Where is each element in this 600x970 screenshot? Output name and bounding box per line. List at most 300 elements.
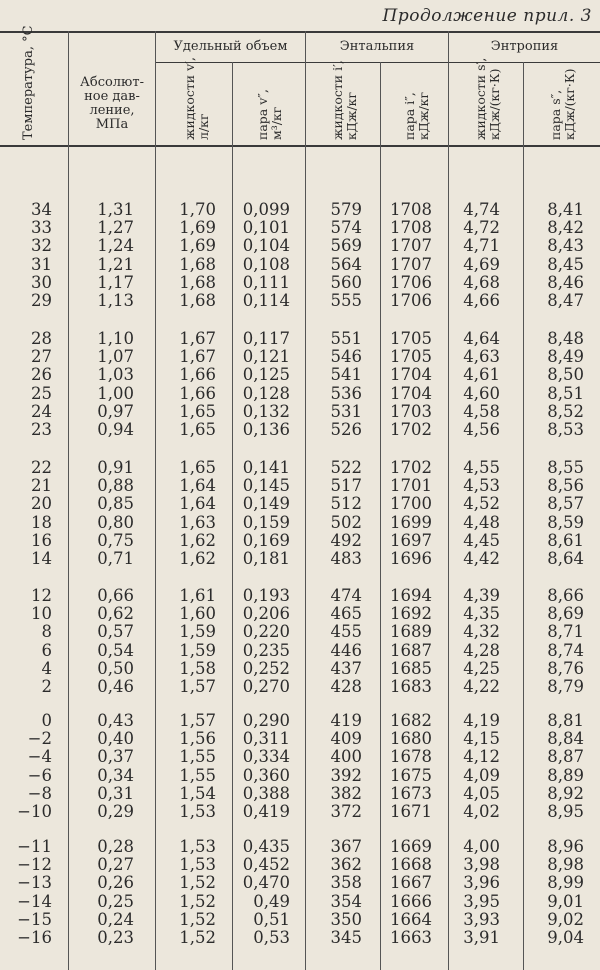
pressure-cell: 0,27 (97, 855, 134, 875)
temperature-cell: −16 (17, 928, 52, 947)
v-liquid-cell: 1,58 (179, 658, 216, 678)
v-vapor-cell: 0,311 (242, 729, 290, 749)
i-vapor-cell: 1697 (390, 530, 432, 550)
v-vapor-cell: 0,235 (242, 640, 290, 660)
i-vapor-cell: 1702 (390, 458, 432, 477)
entropy-group-rule (448, 62, 600, 63)
i-vapor-cell: 1663 (390, 928, 432, 947)
table-row (0, 237, 600, 255)
v-vapor-cell: 0,169 (242, 530, 290, 550)
v-liquid-cell: 1,69 (179, 236, 216, 256)
s-liquid-cell: 4,19 (463, 711, 500, 730)
s-vapor-cell: 8,96 (547, 837, 584, 856)
enthalpy-header: Энтальпия (339, 39, 415, 54)
s-vapor-cell: 8,61 (547, 530, 584, 550)
temperature-cell: 10 (31, 604, 52, 624)
i-vapor-cell: 1696 (390, 549, 432, 568)
pressure-cell: 0,34 (97, 765, 134, 785)
table-row (0, 274, 600, 292)
pressure-cell: 0,94 (97, 420, 134, 439)
v-liquid-cell: 1,64 (179, 494, 216, 514)
i-vapor-cell: 1683 (390, 677, 432, 696)
v-liquid-cell: 1,65 (179, 401, 216, 421)
temperature-cell: 24 (31, 401, 52, 421)
i-liquid-cell: 367 (330, 837, 362, 856)
table-row (0, 767, 600, 785)
i-vapor-cell: 1687 (390, 640, 432, 660)
v-liquid-cell: 1,68 (179, 291, 216, 310)
s-vapor-cell: 9,01 (547, 891, 584, 911)
v-vapor-cell: 0,181 (242, 549, 290, 568)
v-vapor-cell: 0,128 (242, 383, 290, 403)
v-vapor-cell: 0,53 (253, 928, 290, 947)
s-vapor-cell: 8,49 (547, 347, 584, 367)
s-liquid-cell: 4,69 (463, 254, 500, 274)
pressure-cell: 0,80 (97, 512, 134, 532)
s-liquid-cell: 4,15 (463, 729, 500, 749)
s-liquid-header (474, 58, 502, 140)
temperature-cell: 32 (31, 236, 52, 256)
temperature-cell: 26 (31, 365, 52, 385)
s-liquid-cell: 4,09 (463, 765, 500, 785)
pressure-cell: 0,88 (97, 476, 134, 496)
s-liquid-cell: 3,95 (463, 891, 500, 911)
pressure-cell: 1,27 (97, 218, 134, 238)
i-liquid-cell: 446 (330, 640, 362, 660)
v-vapor-cell: 0,360 (242, 765, 290, 785)
i-liquid-cell: 400 (330, 747, 362, 767)
i-vapor-cell: 1680 (390, 729, 432, 749)
s-liquid-cell: 4,56 (463, 420, 500, 439)
i-liquid-cell: 409 (330, 729, 362, 749)
s-vapor-cell: 8,53 (547, 420, 584, 439)
s-vapor-cell: 8,99 (547, 873, 584, 893)
pressure-cell: 1,31 (97, 200, 134, 219)
s-vapor-cell: 8,51 (547, 383, 584, 403)
pressure-cell: 0,31 (97, 783, 134, 803)
v-liquid-cell: 1,52 (179, 909, 216, 929)
pressure-header-line: ное дав- (84, 89, 140, 104)
v-liquid-cell: 1,63 (179, 512, 216, 532)
s-vapor-cell: 8,98 (547, 855, 584, 875)
s-vapor-cell: 8,64 (547, 549, 584, 568)
v-liquid-cell: 1,53 (179, 837, 216, 856)
pressure-cell: 1,21 (97, 254, 134, 274)
i-liquid-cell: 350 (330, 909, 362, 929)
s-vapor-cell: 8,52 (547, 401, 584, 421)
v-vapor-cell: 0,108 (242, 254, 290, 274)
temperature-cell: 23 (31, 420, 52, 439)
s-vapor-cell: 8,50 (547, 365, 584, 385)
s-liquid-cell: 4,39 (463, 586, 500, 605)
i-liquid-cell: 546 (330, 347, 362, 367)
i-liquid-cell: 522 (330, 458, 362, 477)
temperature-cell: 28 (31, 329, 52, 348)
temperature-cell: 21 (31, 476, 52, 496)
table-row (0, 623, 600, 641)
i-vapor-cell: 1694 (390, 586, 432, 605)
v-vapor-cell: 0,49 (253, 891, 290, 911)
v-liquid-cell: 1,67 (179, 329, 216, 348)
v-vapor-cell: 0,419 (242, 802, 290, 821)
temperature-cell: 22 (31, 458, 52, 477)
v-liquid-cell: 1,67 (179, 347, 216, 367)
v-vapor-header-line: пара v″, (255, 89, 270, 140)
s-vapor-header-line: пара s″, (548, 89, 563, 140)
v-liquid-cell: 1,55 (179, 747, 216, 767)
pressure-cell: 0,24 (97, 909, 134, 929)
s-liquid-cell: 4,00 (463, 837, 500, 856)
pressure-cell: 0,25 (97, 891, 134, 911)
table-row (0, 403, 600, 421)
s-liquid-cell: 4,63 (463, 347, 500, 367)
table-row (0, 256, 600, 274)
i-liquid-cell: 372 (330, 802, 362, 821)
temperature-cell: 20 (31, 494, 52, 514)
table-row (0, 219, 600, 237)
i-liquid-cell: 512 (330, 494, 362, 514)
i-liquid-cell: 551 (330, 329, 362, 348)
pressure-cell: 1,03 (97, 365, 134, 385)
table-row (0, 330, 600, 348)
table-row (0, 893, 600, 911)
i-vapor-cell: 1704 (390, 365, 432, 385)
v-liquid-cell: 1,56 (179, 729, 216, 749)
temperature-cell: 34 (31, 200, 52, 219)
s-liquid-cell: 4,52 (463, 494, 500, 514)
temperature-cell: 6 (41, 640, 52, 660)
s-vapor-cell: 8,71 (547, 622, 584, 642)
temperature-cell: 14 (31, 549, 52, 568)
s-vapor-cell: 8,66 (547, 586, 584, 605)
i-vapor-header-line: кДж/кг (416, 91, 431, 140)
table-row (0, 587, 600, 605)
v-vapor-cell: 0,104 (242, 236, 290, 256)
i-vapor-cell: 1689 (390, 622, 432, 642)
table-row (0, 550, 600, 568)
i-vapor-cell: 1692 (390, 604, 432, 624)
i-liquid-cell: 419 (330, 711, 362, 730)
v-liquid-cell: 1,54 (179, 783, 216, 803)
table-row (0, 678, 600, 696)
s-liquid-cell: 4,48 (463, 512, 500, 532)
table-row (0, 477, 600, 495)
s-vapor-cell: 8,92 (547, 783, 584, 803)
pressure-cell: 1,07 (97, 347, 134, 367)
temperature-cell: −14 (17, 891, 52, 911)
v-liquid-header-line: жидкости v′, (182, 57, 197, 140)
i-liquid-cell: 555 (330, 291, 362, 310)
i-liquid-cell: 569 (330, 236, 362, 256)
table-row (0, 730, 600, 748)
i-vapor-cell: 1671 (390, 802, 432, 821)
v-liquid-header-line: л/кг (196, 113, 211, 140)
v-liquid-cell: 1,68 (179, 254, 216, 274)
v-vapor-cell: 0,136 (242, 420, 290, 439)
s-vapor-cell: 8,76 (547, 658, 584, 678)
pressure-cell: 0,50 (97, 658, 134, 678)
s-vapor-cell: 8,46 (547, 272, 584, 292)
pressure-cell: 0,40 (97, 729, 134, 749)
pressure-header-line: ление, (89, 103, 135, 118)
s-liquid-cell: 4,35 (463, 604, 500, 624)
i-vapor-cell: 1664 (390, 909, 432, 929)
i-vapor-cell: 1703 (390, 401, 432, 421)
header-bottom-rule (0, 145, 600, 147)
s-vapor-cell: 8,55 (547, 458, 584, 477)
table-row (0, 459, 600, 477)
s-liquid-cell: 4,02 (463, 802, 500, 821)
s-liquid-cell: 4,64 (463, 329, 500, 348)
pressure-header-line: МПа (95, 117, 129, 132)
pressure-cell: 1,10 (97, 329, 134, 348)
v-liquid-header (183, 57, 211, 140)
pressure-cell: 0,29 (97, 802, 134, 821)
i-vapor-cell: 1685 (390, 658, 432, 678)
pressure-cell: 0,43 (97, 711, 134, 730)
v-vapor-cell: 0,435 (242, 837, 290, 856)
i-vapor-cell: 1700 (390, 494, 432, 514)
temperature-cell: 31 (31, 254, 52, 274)
pressure-header-line: Абсолют- (80, 75, 144, 90)
s-liquid-header-line: жидкости s′, (473, 57, 488, 140)
v-vapor-cell: 0,114 (242, 291, 290, 310)
pressure-cell: 0,26 (97, 873, 134, 893)
pressure-cell: 0,28 (97, 837, 134, 856)
s-liquid-cell: 4,32 (463, 622, 500, 642)
pressure-header (70, 76, 154, 132)
v-liquid-cell: 1,52 (179, 928, 216, 947)
table-row (0, 803, 600, 821)
s-liquid-cell: 4,42 (463, 549, 500, 568)
table-row (0, 385, 600, 403)
i-liquid-cell: 362 (330, 855, 362, 875)
v-vapor-cell: 0,141 (242, 458, 290, 477)
s-vapor-cell: 8,57 (547, 494, 584, 514)
continuation-title: Продолжение прил. 3 (382, 6, 592, 26)
s-liquid-cell: 4,68 (463, 272, 500, 292)
pressure-cell: 0,66 (97, 586, 134, 605)
s-vapor-cell: 8,87 (547, 747, 584, 767)
v-vapor-cell: 0,388 (242, 783, 290, 803)
table-row (0, 748, 600, 766)
i-liquid-cell: 354 (330, 891, 362, 911)
v-liquid-cell: 1,53 (179, 855, 216, 875)
v-liquid-cell: 1,53 (179, 802, 216, 821)
v-liquid-cell: 1,52 (179, 873, 216, 893)
pressure-cell: 0,97 (97, 401, 134, 421)
table-row (0, 660, 600, 678)
temperature-cell: −11 (17, 837, 52, 856)
v-liquid-cell: 1,66 (179, 383, 216, 403)
table-row (0, 366, 600, 384)
pressure-cell: 0,91 (97, 458, 134, 477)
v-liquid-cell: 1,55 (179, 765, 216, 785)
temperature-header: Температура, °С (21, 25, 36, 140)
s-vapor-cell: 8,74 (547, 640, 584, 660)
table-row (0, 514, 600, 532)
s-liquid-cell: 4,45 (463, 530, 500, 550)
i-vapor-cell: 1705 (390, 329, 432, 348)
i-liquid-cell: 428 (330, 677, 362, 696)
table-row (0, 495, 600, 513)
s-vapor-cell: 8,89 (547, 765, 584, 785)
s-liquid-cell: 4,53 (463, 476, 500, 496)
v-vapor-cell: 0,111 (242, 272, 290, 292)
pressure-cell: 0,75 (97, 530, 134, 550)
i-vapor-cell: 1708 (390, 200, 432, 219)
v-liquid-cell: 1,62 (179, 530, 216, 550)
volume-group-rule (155, 62, 305, 63)
i-vapor-cell: 1707 (390, 236, 432, 256)
i-liquid-cell: 345 (330, 928, 362, 947)
s-vapor-cell: 8,48 (547, 329, 584, 348)
pressure-cell: 1,13 (97, 291, 134, 310)
s-vapor-cell: 8,56 (547, 476, 584, 496)
i-vapor-cell: 1669 (390, 837, 432, 856)
v-vapor-cell: 0,270 (242, 677, 290, 696)
pressure-cell: 0,71 (97, 549, 134, 568)
i-liquid-cell: 437 (330, 658, 362, 678)
i-liquid-cell: 536 (330, 383, 362, 403)
v-liquid-cell: 1,57 (179, 677, 216, 696)
i-liquid-cell: 474 (330, 586, 362, 605)
s-vapor-cell: 8,69 (547, 604, 584, 624)
pressure-cell: 0,54 (97, 640, 134, 660)
i-liquid-cell: 382 (330, 783, 362, 803)
i-vapor-cell: 1706 (390, 272, 432, 292)
v-vapor-cell: 0,51 (253, 909, 290, 929)
s-vapor-cell: 8,79 (547, 677, 584, 696)
temperature-cell: −15 (17, 909, 52, 929)
v-vapor-cell: 0,334 (242, 747, 290, 767)
i-liquid-cell: 531 (330, 401, 362, 421)
v-vapor-cell: 0,220 (242, 622, 290, 642)
i-liquid-cell: 579 (330, 200, 362, 219)
i-vapor-cell: 1682 (390, 711, 432, 730)
i-vapor-cell: 1699 (390, 512, 432, 532)
pressure-cell: 0,37 (97, 747, 134, 767)
temperature-cell: 29 (31, 291, 52, 310)
s-vapor-cell: 9,02 (547, 909, 584, 929)
v-liquid-cell: 1,69 (179, 218, 216, 238)
s-liquid-cell: 4,25 (463, 658, 500, 678)
v-vapor-cell: 0,121 (242, 347, 290, 367)
s-vapor-cell: 8,59 (547, 512, 584, 532)
s-liquid-cell: 3,91 (463, 928, 500, 947)
pressure-cell: 1,17 (97, 272, 134, 292)
v-liquid-cell: 1,65 (179, 420, 216, 439)
i-liquid-cell: 392 (330, 765, 362, 785)
v-vapor-cell: 0,117 (242, 329, 290, 348)
i-liquid-cell: 492 (330, 530, 362, 550)
v-liquid-cell: 1,60 (179, 604, 216, 624)
s-liquid-cell: 4,22 (463, 677, 500, 696)
v-vapor-cell: 0,125 (242, 365, 290, 385)
temperature-cell: −12 (17, 855, 52, 875)
table-row (0, 712, 600, 730)
entropy-header: Энтропия (490, 39, 559, 54)
s-vapor-cell: 8,81 (547, 711, 584, 730)
s-vapor-header (549, 69, 577, 140)
specific-volume-header: Удельный объем (173, 39, 288, 54)
table-row (0, 856, 600, 874)
table-row (0, 785, 600, 803)
i-vapor-cell: 1708 (390, 218, 432, 238)
i-vapor-header-line: пара i″, (402, 92, 417, 140)
s-vapor-cell: 8,47 (547, 291, 584, 310)
s-liquid-header-line: кДж/(кг·К) (487, 68, 502, 140)
temperature-cell: −2 (27, 729, 52, 749)
i-liquid-cell: 465 (330, 604, 362, 624)
i-liquid-cell: 455 (330, 622, 362, 642)
pressure-cell: 1,24 (97, 236, 134, 256)
temperature-cell: 4 (41, 658, 52, 678)
v-liquid-cell: 1,59 (179, 640, 216, 660)
v-vapor-cell: 0,149 (242, 494, 290, 514)
v-liquid-cell: 1,61 (179, 586, 216, 605)
i-vapor-cell: 1707 (390, 254, 432, 274)
v-liquid-cell: 1,62 (179, 549, 216, 568)
v-vapor-header-line: м³/кг (269, 106, 284, 140)
v-vapor-cell: 0,159 (242, 512, 290, 532)
pressure-cell: 0,23 (97, 928, 134, 947)
s-liquid-cell: 4,28 (463, 640, 500, 660)
s-liquid-cell: 3,93 (463, 909, 500, 929)
i-vapor-cell: 1675 (390, 765, 432, 785)
i-vapor-cell: 1673 (390, 783, 432, 803)
temperature-cell: 27 (31, 347, 52, 367)
i-liquid-header (331, 60, 359, 140)
table-row (0, 201, 600, 219)
i-liquid-cell: 483 (330, 549, 362, 568)
table-row (0, 421, 600, 439)
v-vapor-header (256, 89, 284, 140)
s-liquid-cell: 4,72 (463, 218, 500, 238)
i-liquid-cell: 560 (330, 272, 362, 292)
v-liquid-cell: 1,52 (179, 891, 216, 911)
s-vapor-cell: 8,45 (547, 254, 584, 274)
temperature-cell: −6 (27, 765, 52, 785)
i-vapor-cell: 1678 (390, 747, 432, 767)
i-liquid-cell: 526 (330, 420, 362, 439)
s-liquid-cell: 4,71 (463, 236, 500, 256)
i-liquid-cell: 574 (330, 218, 362, 238)
v-vapor-cell: 0,470 (242, 873, 290, 893)
table-row (0, 838, 600, 856)
v-vapor-cell: 0,101 (242, 218, 290, 238)
v-liquid-cell: 1,65 (179, 458, 216, 477)
s-vapor-cell: 9,04 (547, 928, 584, 947)
i-vapor-cell: 1705 (390, 347, 432, 367)
s-vapor-cell: 8,42 (547, 218, 584, 238)
i-vapor-cell: 1702 (390, 420, 432, 439)
s-liquid-cell: 4,66 (463, 291, 500, 310)
pressure-cell: 0,46 (97, 677, 134, 696)
temperature-cell: 8 (41, 622, 52, 642)
temperature-cell: 2 (41, 677, 52, 696)
i-vapor-cell: 1666 (390, 891, 432, 911)
s-liquid-cell: 4,12 (463, 747, 500, 767)
i-vapor-cell: 1706 (390, 291, 432, 310)
v-liquid-cell: 1,57 (179, 711, 216, 730)
v-vapor-cell: 0,145 (242, 476, 290, 496)
s-liquid-cell: 3,96 (463, 873, 500, 893)
table-row (0, 348, 600, 366)
v-liquid-cell: 1,66 (179, 365, 216, 385)
table-row (0, 292, 600, 310)
temperature-cell: 16 (31, 530, 52, 550)
